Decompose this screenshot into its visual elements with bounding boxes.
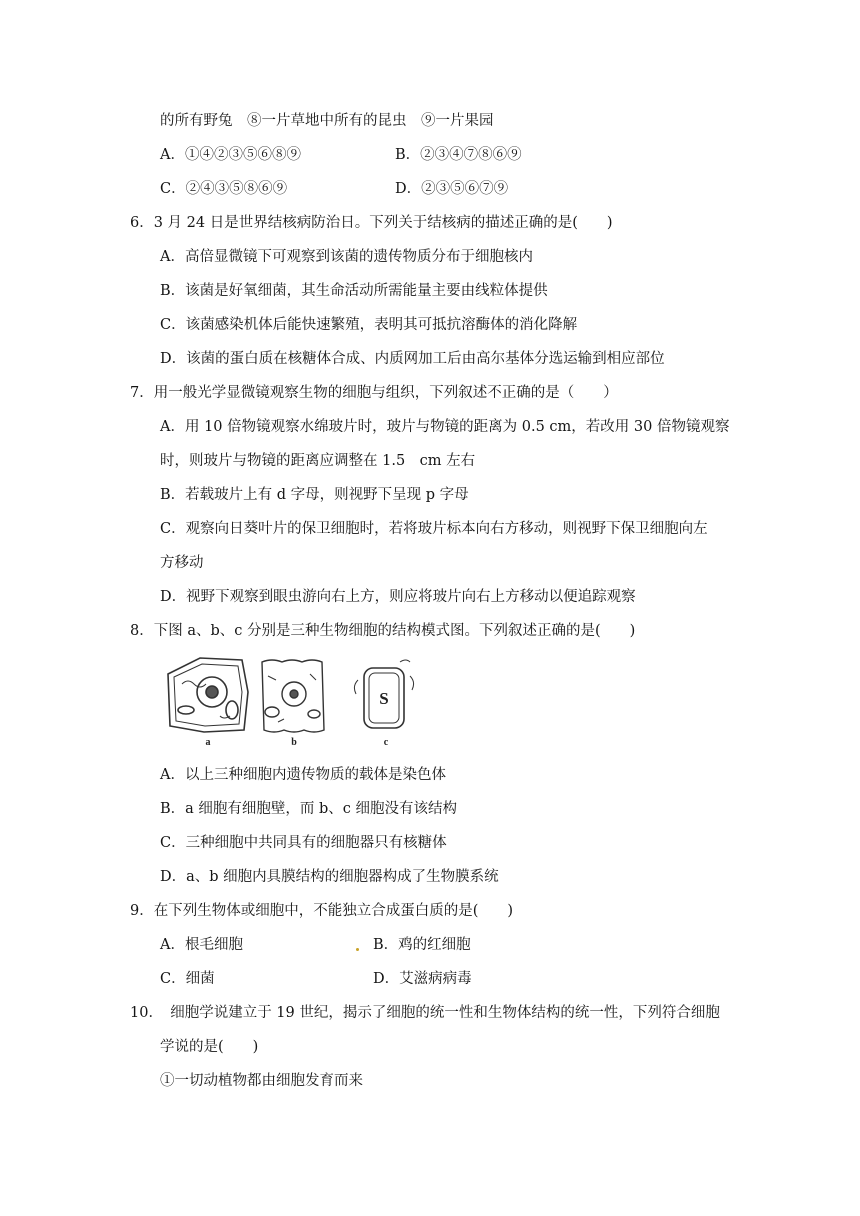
- q6-stem: 6．3 月 24 日是世界结核病防治日。下列关于结核病的描述正确的是( ): [130, 215, 613, 231]
- q10-stem-line1: 10． 细胞学说建立于 19 世纪，揭示了细胞的统一性和生物体结构的统一性，下列符合细胞: [130, 1005, 720, 1021]
- q9-stem: 9．在下列生物体或细胞中，不能独立合成蛋白质的是( ): [130, 903, 514, 919]
- q6-option-a: A．高倍显微镜下可观察到该菌的遗传物质分布于细胞核内: [160, 249, 533, 265]
- fig-label-c: c: [383, 737, 389, 748]
- q10-stem-line2: 学说的是( ): [160, 1039, 259, 1055]
- stray-mark: [356, 948, 359, 951]
- q10-item-1: ①一切动植物都由细胞发育而来: [160, 1073, 363, 1089]
- plant-cell-a-drawing: [168, 658, 248, 732]
- q7-option-c-line2: 方移动: [160, 555, 204, 571]
- q6-option-d: D．该菌的蛋白质在核糖体合成、内质网加工后由高尔基体分选运输到相应部位: [160, 351, 665, 367]
- q9-option-a: A．根毛细胞: [160, 937, 243, 953]
- q9-option-b: B．鸡的红细胞: [373, 937, 471, 953]
- q7-option-b: B．若载玻片上有 d 字母，则视野下呈现 p 字母: [160, 487, 469, 503]
- q8-stem: 8．下图 a、b、c 分别是三种生物细胞的结构模式图。下列叙述正确的是( ): [130, 623, 636, 639]
- q8-option-a: A．以上三种细胞内遗传物质的载体是染色体: [160, 767, 446, 783]
- q6-option-c: C．该菌感染机体后能快速繁殖，表明其可抵抗溶酶体的消化降解: [160, 317, 578, 333]
- cell-diagram-figure: [160, 652, 420, 748]
- q5-option-c: C．②④③⑤⑧⑥⑨: [160, 181, 288, 197]
- q5-option-a: A．①④②③⑤⑥⑧⑨: [160, 147, 301, 163]
- q7-option-a-line1: A．用 10 倍物镜观察水绵玻片时，玻片与物镜的距离为 0.5 cm，若改用 30 倍物镜观察: [160, 419, 730, 435]
- q5-stem-tail: 的所有野兔 ⑧一片草地中所有的昆虫 ⑨一片果园: [160, 113, 494, 129]
- q7-stem: 7．用一般光学显微镜观察生物的细胞与组织，下列叙述不正确的是（ ）: [130, 385, 618, 401]
- q6-option-b: B．该菌是好氧细菌，其生命活动所需能量主要由线粒体提供: [160, 283, 548, 299]
- q7-option-a-line2: 时，则玻片与物镜的距离应调整在 1.5 cm 左右: [160, 453, 476, 469]
- cell-b-drawing: [262, 660, 324, 732]
- q9-option-c: C．细菌: [160, 971, 215, 987]
- fig-glyph-s: S: [379, 689, 389, 708]
- q9-option-d: D．艾滋病病毒: [373, 971, 472, 987]
- q8-option-b: B．a 细胞有细胞壁，而 b、c 细胞没有该结构: [160, 801, 458, 817]
- q8-option-c: C．三种细胞中共同具有的细胞器只有核糖体: [160, 835, 447, 851]
- q5-option-d: D．②③⑤⑥⑦⑨: [395, 181, 509, 197]
- q7-option-d: D．视野下观察到眼虫游向右上方，则应将玻片向右上方移动以便追踪观察: [160, 589, 636, 605]
- fig-label-a: a: [205, 737, 211, 748]
- q8-option-d: D．a、b 细胞内具膜结构的细胞器构成了生物膜系统: [160, 869, 499, 885]
- fig-label-b: b: [291, 737, 297, 748]
- q7-option-c-line1: C．观察向日葵叶片的保卫细胞时，若将玻片标本向右方移动，则视野下保卫细胞向左: [160, 521, 708, 537]
- q5-option-b: B．②③④⑦⑧⑥⑨: [395, 147, 522, 163]
